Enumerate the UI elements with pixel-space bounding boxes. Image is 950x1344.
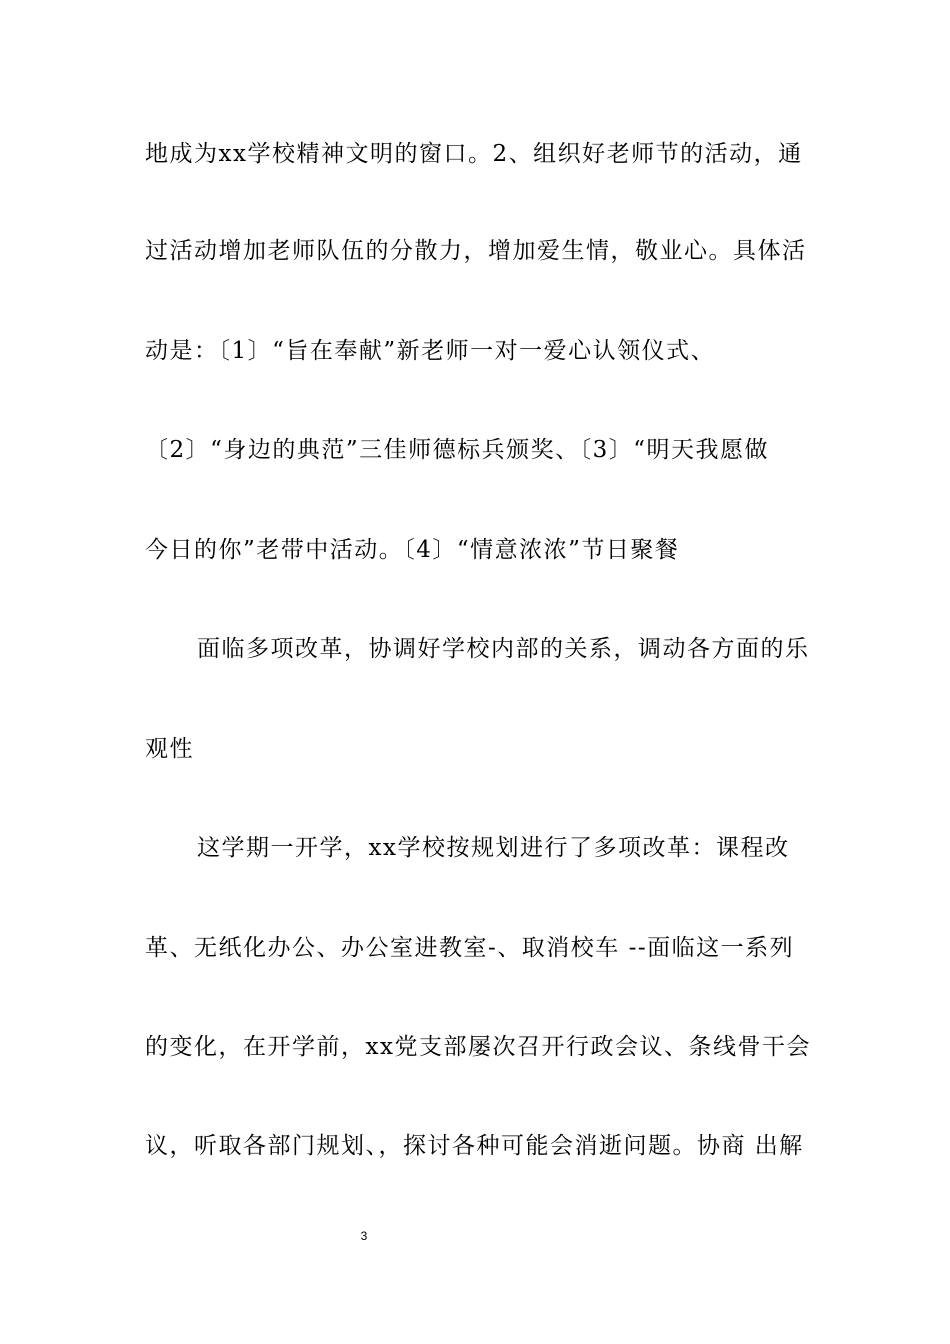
paragraph-first-line: 面临多项改革，协调好学校内部的关系，调动各方面的乐	[197, 636, 810, 662]
text-line: 过活动增加老师队伍的分散力，增加爱生情，敬业心。具体活	[145, 238, 807, 264]
text-line: 观性	[145, 736, 194, 762]
text-line: 地成为xx学校精神文明的窗口。2、组织好老师节的活动，通	[145, 141, 803, 167]
text-line: 〔2〕“身边的典范”三佳师德标兵颁奖、〔3〕“明天我愿做	[145, 437, 770, 463]
text-line: 今日的你”老带中活动。〔4〕“情意浓浓”节日聚餐	[145, 537, 680, 563]
text-line: 议，听取各部门规划、，探讨各种可能会消逝问题。协商 出解	[145, 1133, 804, 1159]
page-number: 3	[360, 1229, 368, 1243]
text-line: 的变化，在开学前，xx党支部屡次召开行政会议、条线骨干会	[145, 1034, 811, 1060]
paragraph-first-line: 这学期一开学，xx学校按规划进行了多项改革：课程改	[197, 835, 790, 861]
text-line: 革、无纸化办公、办公室进教室-、取消校车 --面临这一系列	[145, 935, 795, 961]
text-line: 动是：〔1〕“旨在奉献”新老师一对一爱心认领仪式、	[145, 338, 716, 364]
